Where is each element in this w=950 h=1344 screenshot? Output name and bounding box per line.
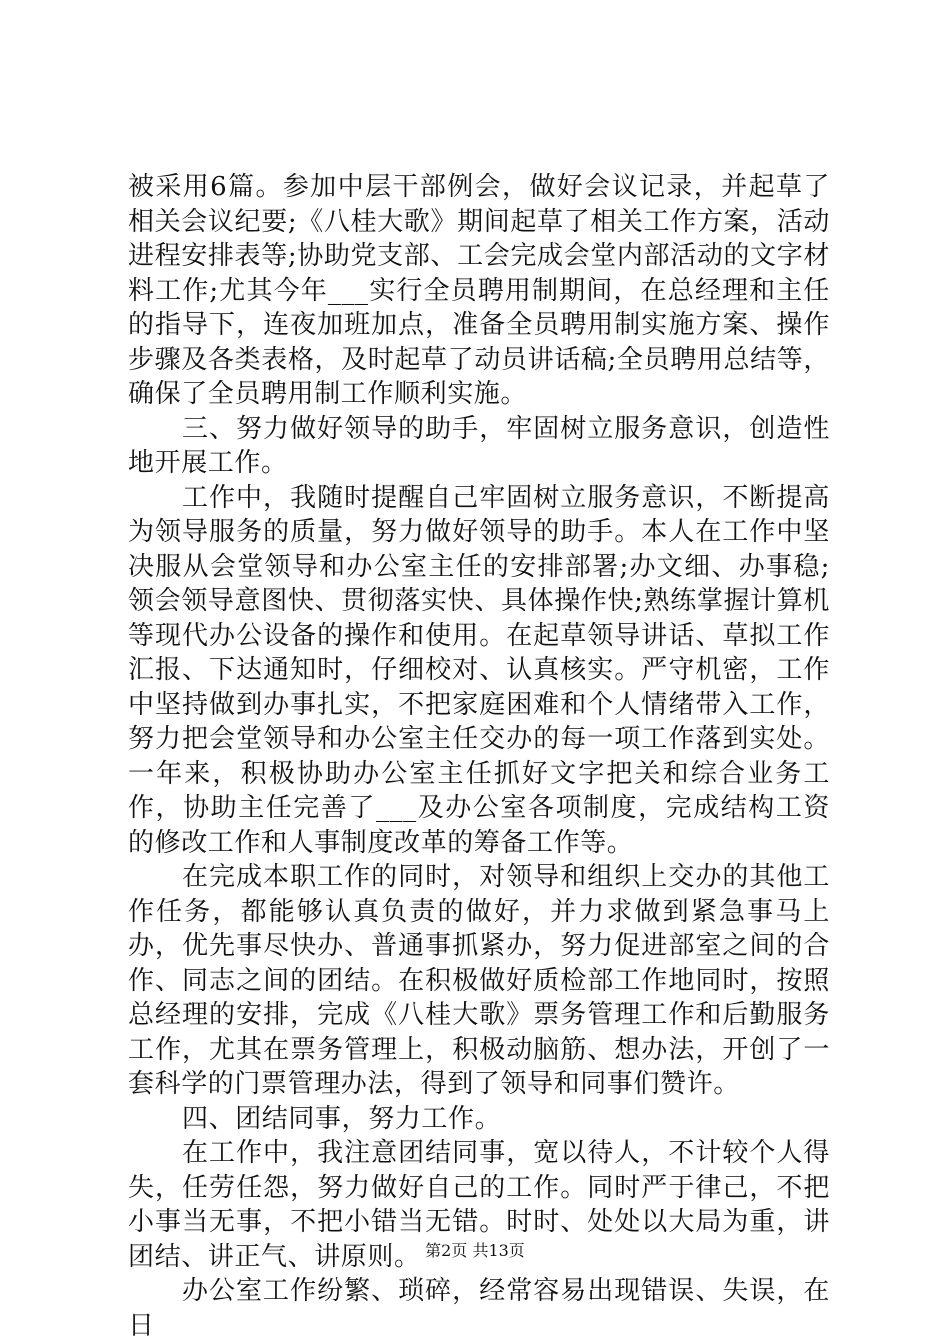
paragraph-7: 办公室工作纷繁、琐碎，经常容易出现错误、失误，在日 [128, 1276, 830, 1341]
document-body [128, 170, 830, 1343]
paragraph-2-heading: 三、努力做好领导的助手，牢固树立服务意识，创造性地开展工作。 [128, 413, 830, 478]
paragraph-4: 在完成本职工作的同时，对领导和组织上交办的其他工作任务，都能够认真负责的做好，并力求做到紧急事马上办，优先事尽快办、普通事抓紧办，努力促进部室之间的合作、同志之间的团结。在积极做好质检部工作地同时，按照总经理的安排，完成《八桂大歌》票务管理工作和后勤服务工作，尤其在票务管理上，积极动脑筋、想办法，开创了一套科学的门票管理办法，得到了领导和同事们赞许。 [128, 862, 830, 1099]
paragraph-3: 工作中，我随时提醒自己牢固树立服务意识，不断提高为领导服务的质量，努力做好领导的助手。本人在工作中坚决服从会堂领导和办公室主任的安排部署;办文细、办事稳;领会领导意图快、贯彻落实快、具体操作快;熟练掌握计算机等现代办公设备的操作和使用。在起草领导讲话、草拟工作汇报、下达通知时，仔细校对、认真核实。严守机密，工作中坚持做到办事扎实，不把家庭困难和个人情绪带入工作，努力把会堂领导和办公室主任交办的每一项工作落到实处。一年来，积极协助办公室主任抓好文字把关和综合业务工作，协助主任完善了___及办公室各项制度，完成结构工资的修改工作和人事制度改革的筹备工作等。 [128, 482, 830, 858]
page-footer [0, 1240, 950, 1262]
page-number-label: 第2页 共13页 [425, 1241, 525, 1260]
paragraph-1: 被采用6篇。参加中层干部例会，做好会议记录，并起草了相关会议纪要;《八桂大歌》期间起草了相关工作方案，活动进程安排表等;协助党支部、工会完成会堂内部活动的文字材料工作;尤其今年___实行全员聘用制期间，在总经理和主任的指导下，连夜加班加点，准备全员聘用制实施方案、操作步骤及各类表格，及时起草了动员讲话稿;全员聘用总结等，确保了全员聘用制工作顺利实施。 [128, 172, 830, 409]
paragraph-5-heading: 四、团结同事，努力工作。 [182, 1103, 502, 1134]
paragraph-6: 在工作中，我注意团结同事，宽以待人，不计较个人得失，任劳任怨，努力做好自己的工作。同时严于律己，不把小事当无事，不把小错当无错。时时、处处以大局为重，讲团结、讲正气、讲原则。 [128, 1138, 830, 1272]
